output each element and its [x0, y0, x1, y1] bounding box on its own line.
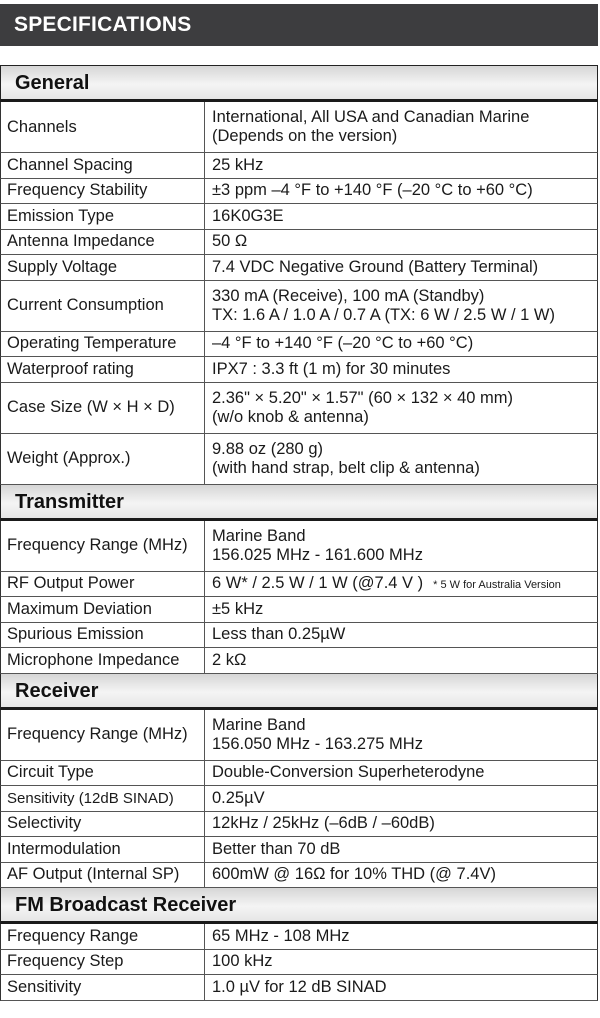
spec-value-line: [212, 574, 597, 593]
footnote: * 5 W for Australia Version: [433, 579, 561, 592]
spec-value-line: [212, 181, 597, 200]
spec-value: [205, 521, 597, 571]
spec-row: [0, 761, 598, 787]
spec-value: [205, 357, 597, 382]
spec-value-line: [212, 389, 597, 408]
spec-value: [205, 950, 597, 975]
spec-label: Frequency Range (MHz): [1, 710, 205, 760]
spec-label: Operating Temperature: [1, 332, 205, 357]
spec-value: [205, 572, 597, 597]
spec-value-line: [212, 763, 597, 782]
spec-value-text: 100 kHz: [212, 952, 273, 971]
spec-row: [0, 230, 598, 256]
spec-value-line: [212, 258, 597, 277]
spec-value-text: 9.88 oz (280 g): [212, 439, 323, 458]
spec-value-line: [212, 440, 597, 459]
spec-value-line: [212, 459, 597, 478]
spec-value-line: [212, 360, 597, 379]
page-title: SPECIFICATIONS: [0, 4, 598, 46]
spec-row: [0, 786, 598, 812]
spec-value-line: [212, 127, 597, 146]
spec-value-text: (w/o knob & antenna): [212, 407, 369, 426]
spec-label: Channels: [1, 102, 205, 152]
spec-label: Frequency Range: [1, 924, 205, 949]
spec-label: Waterproof rating: [1, 357, 205, 382]
spec-value: [205, 812, 597, 837]
spec-value-text: International, All USA and Canadian Marine: [212, 108, 530, 126]
spec-value-line: [212, 789, 597, 808]
spec-value-text: 12kHz / 25kHz (–6dB / –60dB): [212, 814, 435, 833]
spec-label: Supply Voltage: [1, 255, 205, 280]
spec-label: Current Consumption: [1, 281, 205, 331]
section-header-fm-broadcast-receiver: FM Broadcast Receiver: [0, 888, 598, 924]
spec-value: [205, 281, 597, 331]
spec-value: [205, 761, 597, 786]
spec-label: Selectivity: [1, 812, 205, 837]
spec-value-text: 2 kΩ: [212, 650, 247, 669]
spec-value: [205, 179, 597, 204]
spec-value-text: IPX7 : 3.3 ft (1 m) for 30 minutes: [212, 359, 451, 378]
spec-value: [205, 837, 597, 862]
spec-value-text: ±5 kHz: [212, 599, 264, 618]
spec-label: Weight (Approx.): [1, 434, 205, 484]
spec-row: [0, 383, 598, 434]
spec-value-line: [212, 952, 597, 971]
spec-value-text: 6 W* / 2.5 W / 1 W (@7.4 V ): [212, 574, 424, 593]
spec-row: [0, 281, 598, 332]
spec-value: [205, 863, 597, 888]
spec-value-text: 600mW @ 16Ω for 10% THD (@ 7.4V): [212, 865, 496, 884]
spec-label: Circuit Type: [1, 761, 205, 786]
spec-label: Antenna Impedance: [1, 230, 205, 255]
spec-value-text: 65 MHz - 108 MHz: [212, 926, 350, 945]
spec-value-text: TX: 1.6 A / 1.0 A / 0.7 A (TX: 6 W / 2.5 W / 1 W): [212, 305, 555, 324]
spec-label: AF Output (Internal SP): [1, 863, 205, 888]
spec-value-text: 156.050 MHz - 163.275 MHz: [212, 734, 423, 753]
spec-value-line: [212, 651, 597, 670]
spec-value: [205, 255, 597, 280]
spec-row: [0, 357, 598, 383]
spec-value-line: [212, 546, 597, 565]
section-header-transmitter: Transmitter: [0, 485, 598, 521]
spec-label: Maximum Deviation: [1, 597, 205, 622]
spec-label: Sensitivity (12dB SINAD): [1, 786, 205, 811]
spec-value-line: [212, 306, 597, 325]
spec-value-line: [212, 978, 597, 997]
spec-value: [205, 204, 597, 229]
spec-value: [205, 975, 597, 1000]
spec-value-text: ±3 ppm –4 °F to +140 °F (–20 °C to +60 °C): [212, 181, 533, 200]
spec-value-text: Marine Band: [212, 715, 306, 734]
spec-row: [0, 255, 598, 281]
spec-value-line: [212, 735, 597, 754]
spec-value-text: 1.0 µV for 12 dB SINAD: [212, 977, 387, 996]
spec-row: [0, 179, 598, 205]
spec-label: Intermodulation: [1, 837, 205, 862]
spec-value-line: [212, 527, 597, 546]
spec-value-text: Marine Band: [212, 526, 306, 545]
spec-value-text: Double-Conversion Superheterodyne: [212, 763, 485, 782]
spec-label: Spurious Emission: [1, 623, 205, 648]
spec-row: [0, 597, 598, 623]
spec-value-line: [212, 156, 597, 175]
spec-row: [0, 710, 598, 761]
spec-value-text: 50 Ω: [212, 232, 248, 251]
spec-value-text: (with hand strap, belt clip & antenna): [212, 458, 480, 477]
spec-row: [0, 863, 598, 889]
spec-value: [205, 648, 597, 673]
spec-row: [0, 837, 598, 863]
spec-value: [205, 383, 597, 433]
spec-label: RF Output Power: [1, 572, 205, 597]
spec-value-text: Better than 70 dB: [212, 839, 341, 858]
spec-row: [0, 975, 598, 1001]
spec-value: [205, 102, 597, 152]
spec-label: Case Size (W × H × D): [1, 383, 205, 433]
spec-label: Frequency Stability: [1, 179, 205, 204]
spec-value-line: [212, 716, 597, 735]
spec-label: Sensitivity: [1, 975, 205, 1000]
spec-row: [0, 623, 598, 649]
spec-value-text: 2.36" × 5.20" × 1.57" (60 × 132 × 40 mm): [212, 388, 514, 407]
spec-value-text: Less than 0.25µW: [212, 625, 346, 644]
spec-value-line: [212, 865, 597, 884]
spec-row: [0, 812, 598, 838]
spec-value-text: 330 mA (Receive), 100 mA (Standby): [212, 286, 485, 305]
spec-value-text: 156.025 MHz - 161.600 MHz: [212, 545, 423, 564]
spec-table: [0, 65, 598, 1001]
spec-label: Microphone Impedance: [1, 648, 205, 673]
spec-label: Channel Spacing: [1, 153, 205, 178]
spec-value-line: [212, 600, 597, 619]
spec-value: [205, 924, 597, 949]
spec-value-line: [212, 408, 597, 427]
spec-row: [0, 572, 598, 598]
spec-value-text: 0.25µV: [212, 788, 265, 807]
spec-value-text: –4 °F to +140 °F (–20 °C to +60 °C): [212, 334, 474, 353]
spec-row: [0, 153, 598, 179]
spec-row: [0, 924, 598, 950]
spec-row: [0, 332, 598, 358]
spec-value-line: [212, 814, 597, 833]
spec-value-line: [212, 287, 597, 306]
spec-value: [205, 434, 597, 484]
spec-value-text: 25 kHz: [212, 155, 264, 174]
spec-row: [0, 434, 598, 485]
spec-value-line: [212, 232, 597, 251]
spec-value: [205, 597, 597, 622]
spec-label: Emission Type: [1, 204, 205, 229]
spec-value-line: [212, 207, 597, 226]
spec-value: [205, 786, 597, 811]
spec-row: [0, 204, 598, 230]
spec-value-line: [212, 927, 597, 946]
spec-value: [205, 710, 597, 760]
spec-value-line: [212, 334, 597, 353]
spec-value-line: [212, 840, 597, 859]
section-header-general: General: [0, 66, 598, 102]
spec-row: [0, 521, 598, 572]
spec-value-text: (Depends on the version): [212, 127, 398, 145]
spec-row: [0, 648, 598, 674]
spec-row: [0, 950, 598, 976]
spec-value: [205, 230, 597, 255]
spec-label: Frequency Range (MHz): [1, 521, 205, 571]
spec-value: [205, 332, 597, 357]
spec-value: [205, 153, 597, 178]
section-header-receiver: Receiver: [0, 674, 598, 710]
spec-value-line: [212, 108, 597, 127]
spec-value-text: 7.4 VDC Negative Ground (Battery Terminal): [212, 257, 539, 276]
spec-value-text: 16K0G3E: [212, 206, 284, 225]
spec-label: Frequency Step: [1, 950, 205, 975]
spec-value-line: [212, 625, 597, 644]
spec-value: [205, 623, 597, 648]
spec-row: [0, 102, 598, 153]
